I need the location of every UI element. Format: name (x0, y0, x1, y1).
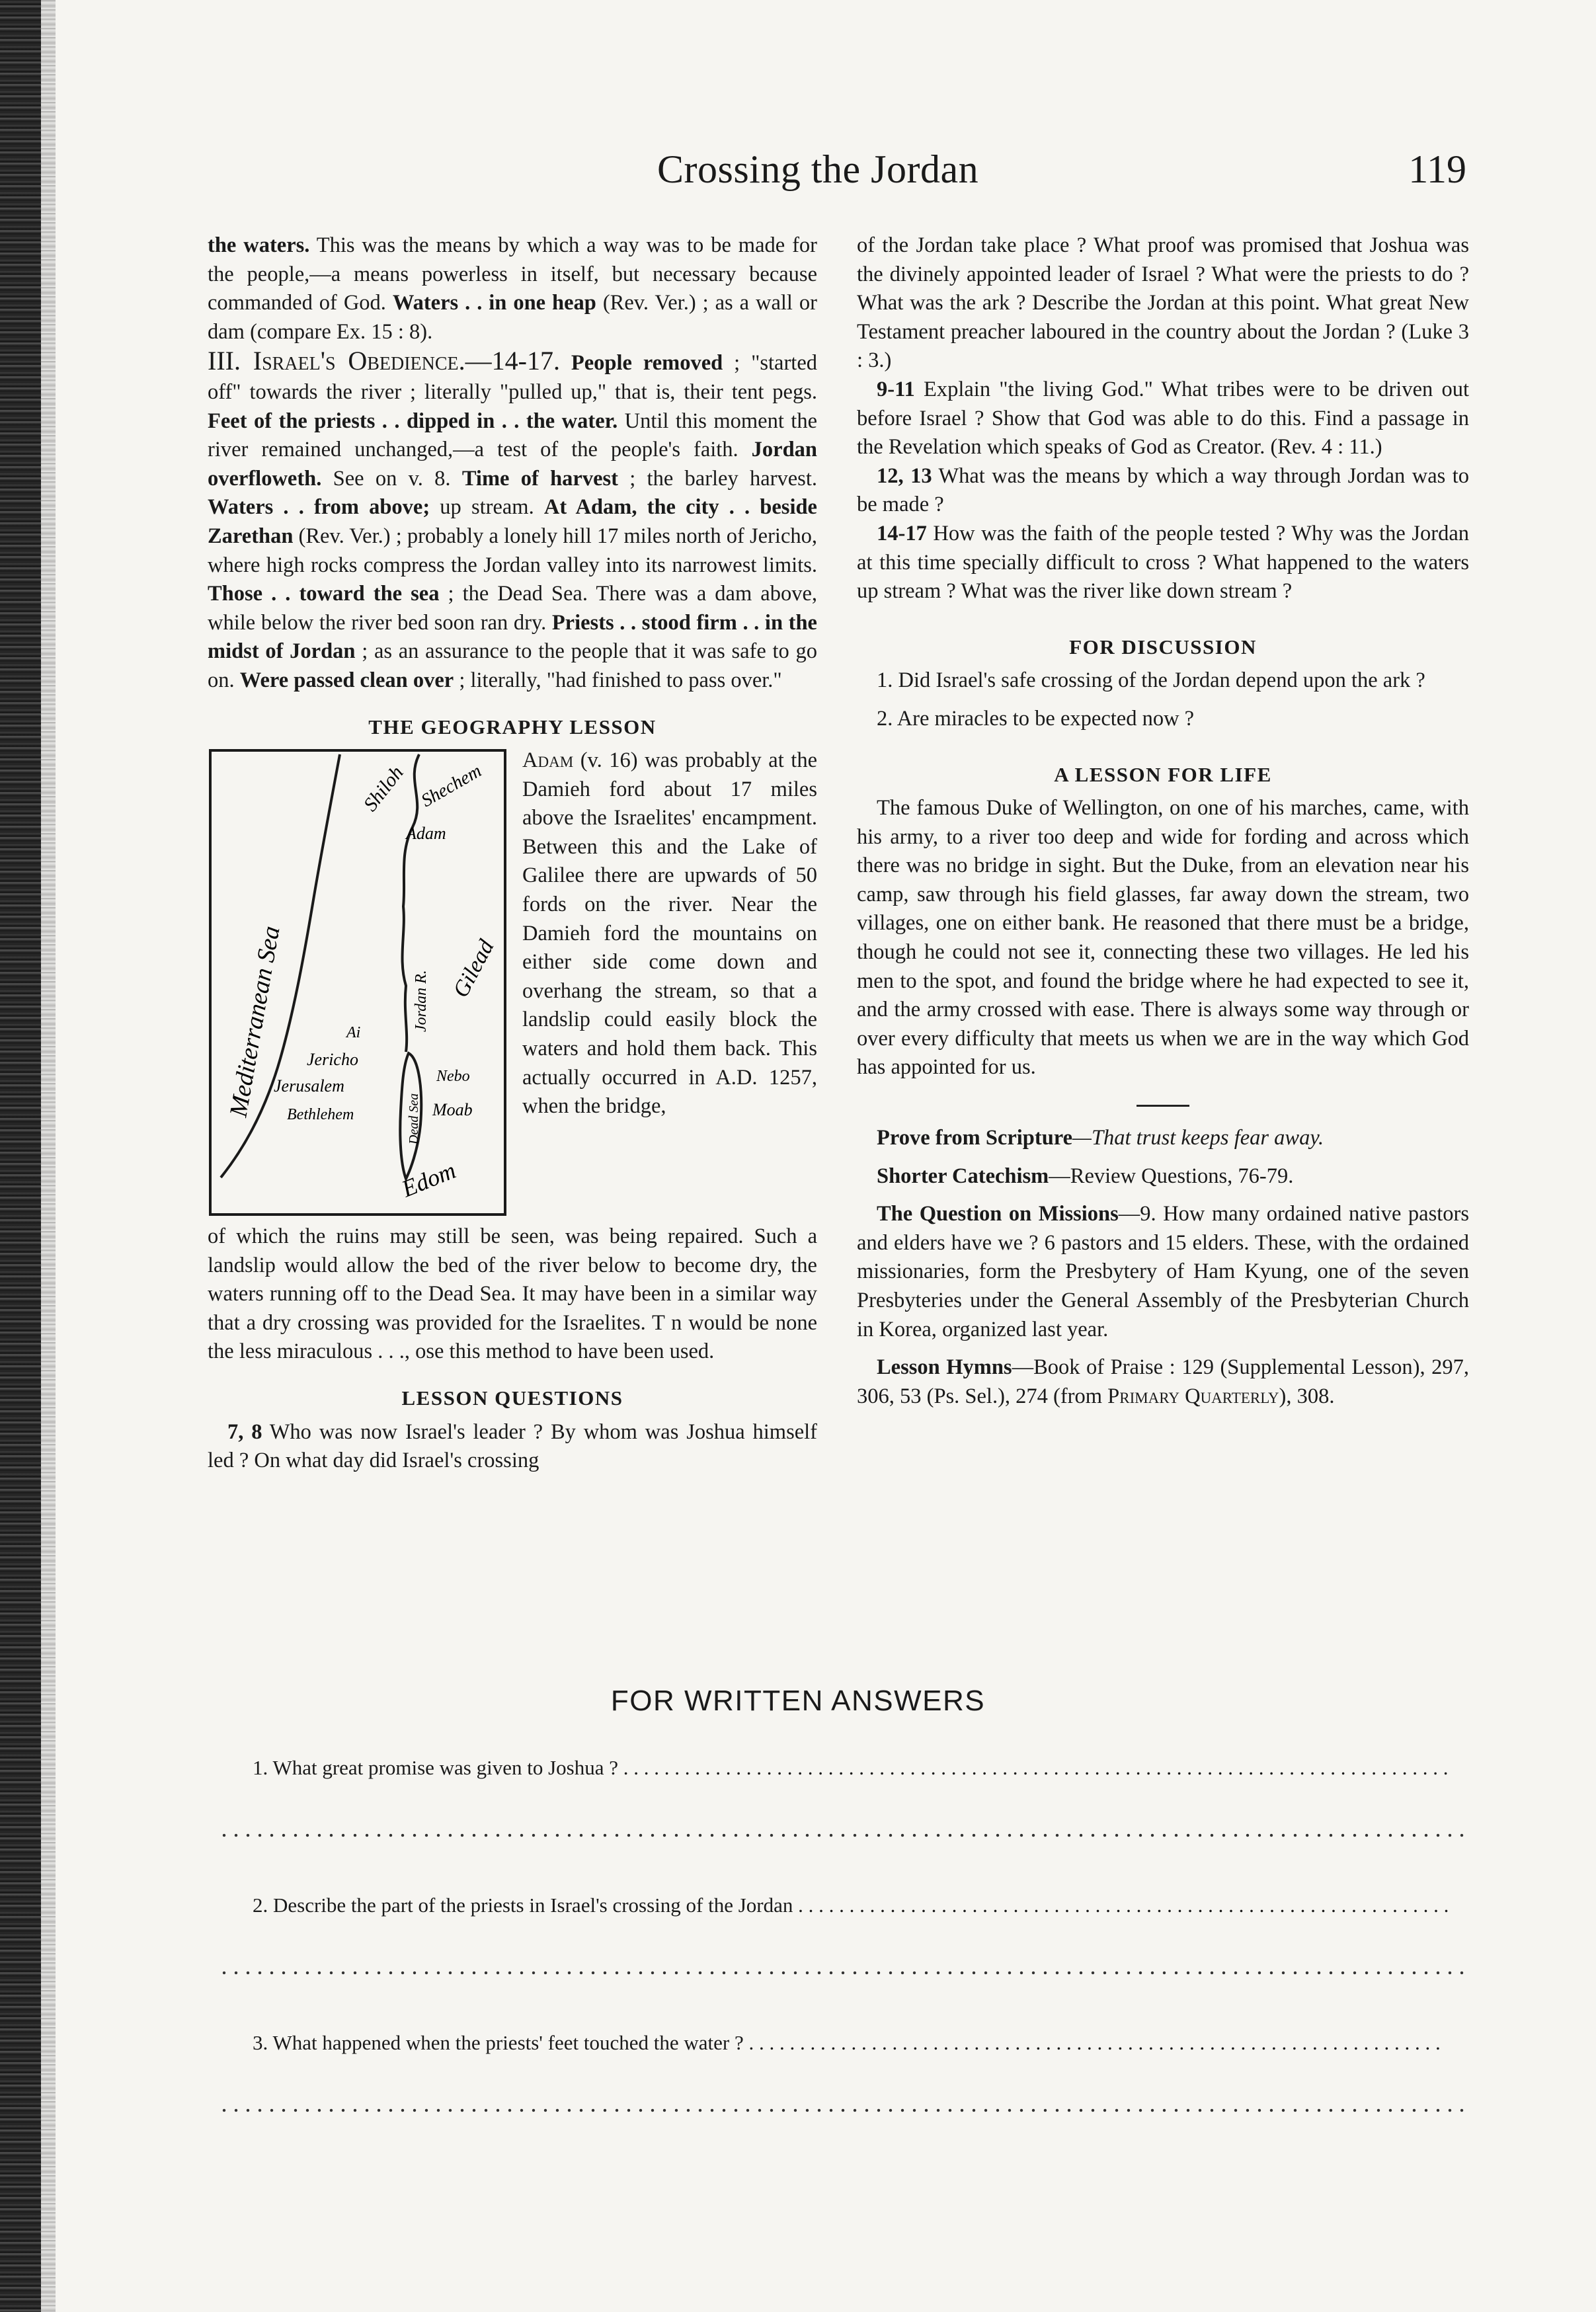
map-label-jericho: Jericho (307, 1050, 358, 1070)
map-sea-label: Mediterranean Sea (224, 924, 286, 1119)
lesson-question-14-17 (857, 520, 1469, 606)
map-label-dead-sea: Dead Sea (407, 1093, 421, 1145)
discussion-heading: FOR DISCUSSION (1069, 635, 1257, 658)
page-number: 119 (1408, 147, 1466, 191)
section-heading-obedience: III. Israel's Obedience.—14-17. (208, 346, 560, 376)
question-text: How was the faith of the people tested ? Why was the Jordan at this time specially difficult to cross ? What happened to the waters up stream ? What was the river like down stream ? (857, 521, 1469, 604)
body-text: ; the Dead Sea. There was a dam above, while below the river bed soon ran dry. (208, 582, 818, 635)
prove-from-scripture (857, 1124, 1469, 1153)
question-ref: 14-17 (877, 521, 927, 545)
geography-body: (v. 16) was probably at the Damieh ford about 17 miles above the Israelites' encampment. Between this and the Lake of Galilee there are upwards of 50 fords on the river. Near the Damieh ford the mountains on either side come down and overhang the stream, so that a landslip could easily block the waters and hold them back. This actually occurred in A.D. 1257, when the bridge, (522, 748, 817, 1119)
discussion-item-2: 2. Are miracles to be expected now ? (877, 706, 1195, 731)
bold-term: Waters . . in one heap (392, 291, 596, 315)
geography-lead: Adam (522, 748, 574, 773)
map-label-adam: Adam (406, 824, 446, 844)
lesson-questions-heading: LESSON QUESTIONS (401, 1386, 623, 1410)
right-paragraph-1: of the Jordan take place ? What proof was promised that Joshua was the divinely appointed leader of Israel ? What were the priests to do ? What was the ark ? Describe the Jordan at this point. What great New Testament preacher laboured in the country about the Jordan ? (Luke 3 : 3.) (857, 233, 1469, 373)
prove-label: Prove from Scripture (877, 1126, 1073, 1150)
answer-leader-dots: . . . . . . . . . . . . . . . . . . . . . . . . . . . . . . . . . . . . . . . . . . . . . . . . . . . . . . . . . . . . . . . . . . . . . . . . . . . . . . . . . (618, 1756, 1449, 1779)
body-text: ; as an assurance to the people that it was safe to go on. (208, 639, 818, 692)
written-answers-title: FOR WRITTEN ANSWERS (610, 1685, 986, 1717)
body-text: up stream. (430, 495, 544, 520)
written-question-2 (253, 1893, 1469, 1917)
map-label-gilead: Gilead (448, 936, 499, 1002)
missions-text: —9. How many ordained native pastors and elders have we ? 6 pastors and 15 elders. These, with the ordained missionaries, form the Presbytery of Ham Kyung, one of the seven Presbyteries under the General Assembly of the Presbyterian Church in Korea, organized last year. (857, 1202, 1469, 1341)
answer-leader-dots: . . . . . . . . . . . . . . . . . . . . . . . . . . . . . . . . . . . . . . . . . . . . . . . . . . . . . . . . . . . . . . . . (793, 1893, 1449, 1917)
map-label-jerusalem: Jerusalem (274, 1076, 344, 1096)
map-label-moab: Moab (432, 1100, 473, 1120)
hymns-end: ), 308. (1279, 1384, 1335, 1408)
body-text: ; the barley harvest. (618, 466, 817, 491)
bold-term: Time of harvest (461, 466, 618, 491)
prove-text: —That trust keeps fear away. (1072, 1126, 1324, 1150)
answer-line[interactable] (218, 1970, 1469, 1975)
bold-term: Jordan overfloweth. (208, 438, 817, 491)
question-text: Who was now Israel's leader ? By whom was Joshua himself led ? On what day did Israel's crossing (208, 1419, 817, 1473)
bold-term: Feet of the priests . . dipped in . . the water. (208, 409, 618, 433)
geography-continued: of which the ruins may still be seen, was being repaired. Such a landslip would allow the bed of the river below to become dry, the waters running off to the Dead Sea. It may have been in a similar way that a dry crossing was provided for the Israelites. T n would be none the less miraculous . . ., ose this method to have been used. (208, 1224, 817, 1364)
left-paragraph-1 (208, 231, 817, 346)
written-question-1-text: 1. What great promise was given to Joshua ? (253, 1756, 618, 1779)
map-label-bethlehem: Bethlehem (287, 1106, 354, 1124)
map-label-shiloh: Shiloh (359, 762, 408, 816)
bold-term: Were passed clean over (239, 668, 454, 692)
body-text: ; "started off" towards the river ; literally "pulled up," that is, their tent pegs. (208, 351, 817, 404)
question-on-missions (857, 1200, 1469, 1344)
hymns-quarterly: Primary Quarterly (1107, 1384, 1279, 1408)
hymns-label: Lesson Hymns (877, 1355, 1012, 1380)
lesson-question-9-11 (857, 376, 1469, 462)
discussion-item-1: 1. Did Israel's safe crossing of the Jordan depend upon the ark ? (877, 668, 1425, 693)
body-text: Until this moment the river remained unchanged,—a test of the people's faith. (208, 409, 817, 462)
question-ref: 12, 13 (877, 463, 932, 488)
lesson-question-12-13 (857, 462, 1469, 520)
missions-label: The Question on Missions (877, 1202, 1119, 1226)
obedience-text (208, 351, 817, 692)
section-rule (1137, 1105, 1189, 1107)
page-binding-edge (41, 0, 56, 2312)
body-text: (Rev. Ver.) ; probably a lonely hill 17 miles north of Jericho, where high rocks compress the Jordan valley into its narrowest limits. (208, 524, 817, 577)
bold-term: Priests . . stood firm . . in the midst of Jordan (208, 610, 817, 664)
obedience-paragraph (208, 346, 817, 695)
answer-leader-dots: . . . . . . . . . . . . . . . . . . . . . . . . . . . . . . . . . . . . . . . . . . . . . . . . . . . . . . . . . . . . . . . . . . . . (743, 2031, 1441, 2054)
written-question-2-text: 2. Describe the part of the priests in Israel's crossing of the Jordan (253, 1893, 793, 1917)
bold-term: Waters . . from above; (208, 495, 430, 520)
catechism-text: —Review Questions, 76-79. (1049, 1164, 1294, 1188)
written-question-1 (253, 1756, 1469, 1780)
question-text: Explain "the living God." What tribes were to be driven out before Israel ? Show that God was able to do this. Find a passage in the Revelation which speaks of God as Creator. (Rev. 4 : 11.) (857, 377, 1469, 459)
page-binding (0, 0, 41, 2312)
bold-term: People removed (559, 351, 723, 376)
bold-term: the waters. (208, 233, 310, 257)
geography-heading: THE GEOGRAPHY LESSON (368, 715, 657, 738)
geography-text (522, 746, 817, 1121)
shorter-catechism (857, 1162, 1469, 1191)
map-label-jordan: Jordan R. (413, 970, 430, 1033)
map-label-edom: Edom (398, 1156, 459, 1203)
body-text: (Rev. Ver.) ; as a wall or dam (compare Ex. 15 : 8). (208, 291, 817, 344)
map-label-nebo: Nebo (436, 1068, 470, 1086)
right-column (857, 231, 1469, 1411)
lesson-for-life-text: The famous Duke of Wellington, on one of his marches, came, with his army, to a river too deep and wide for fording and across which there was no bridge in sight. But the Duke, from an elevation near his camp, saw through his field glasses, far away down the stream, two villages, one on either bank. He reasoned that there must be a bridge, though he could not see it, connecting these two villages. He led his men to the spot, and found the bridge where he had expected to see it, and the army crossed with ease. There is always some way through or over every difficulty that meets us when we are in the way which God has appointed for us. (857, 796, 1469, 1080)
answer-line[interactable] (218, 1833, 1469, 1838)
written-question-3-text: 3. What happened when the priests' feet touched the water ? (253, 2031, 744, 2054)
bold-term: Those . . toward the sea (208, 582, 440, 606)
map-label-shechem: Shechem (418, 760, 485, 812)
body-text: See on v. 8. (321, 466, 462, 491)
hymns-text: —Book of Praise : 129 (Supplemental Lesson), 297, 306, 53 (Ps. Sel.), 274 (from (857, 1355, 1469, 1408)
map-label-ai: Ai (346, 1024, 361, 1042)
lesson-hymns (857, 1353, 1469, 1411)
running-title: Crossing the Jordan (657, 147, 979, 191)
body-text: ; literally, "had finished to pass over." (454, 668, 782, 692)
catechism-label: Shorter Catechism (877, 1164, 1049, 1188)
lesson-for-life-heading: A LESSON FOR LIFE (1054, 762, 1272, 786)
question-ref: 7, 8 (227, 1419, 262, 1444)
answer-line[interactable] (218, 2108, 1469, 2113)
question-ref: 9-11 (877, 377, 915, 401)
left-column (208, 231, 817, 1476)
body-text: This was the means by which a way was to be made for the people,—a means powerless in itself, but necessary because commanded of God. (208, 233, 817, 315)
question-text: What was the means by which a way through Jordan was to be made ? (857, 463, 1470, 517)
lesson-question-7-8 (208, 1418, 817, 1476)
bold-term: At Adam, the city . . beside Zarethan (208, 495, 817, 548)
written-question-3 (253, 2031, 1469, 2055)
geography-block (208, 746, 817, 1222)
jordan-map (208, 748, 508, 1217)
